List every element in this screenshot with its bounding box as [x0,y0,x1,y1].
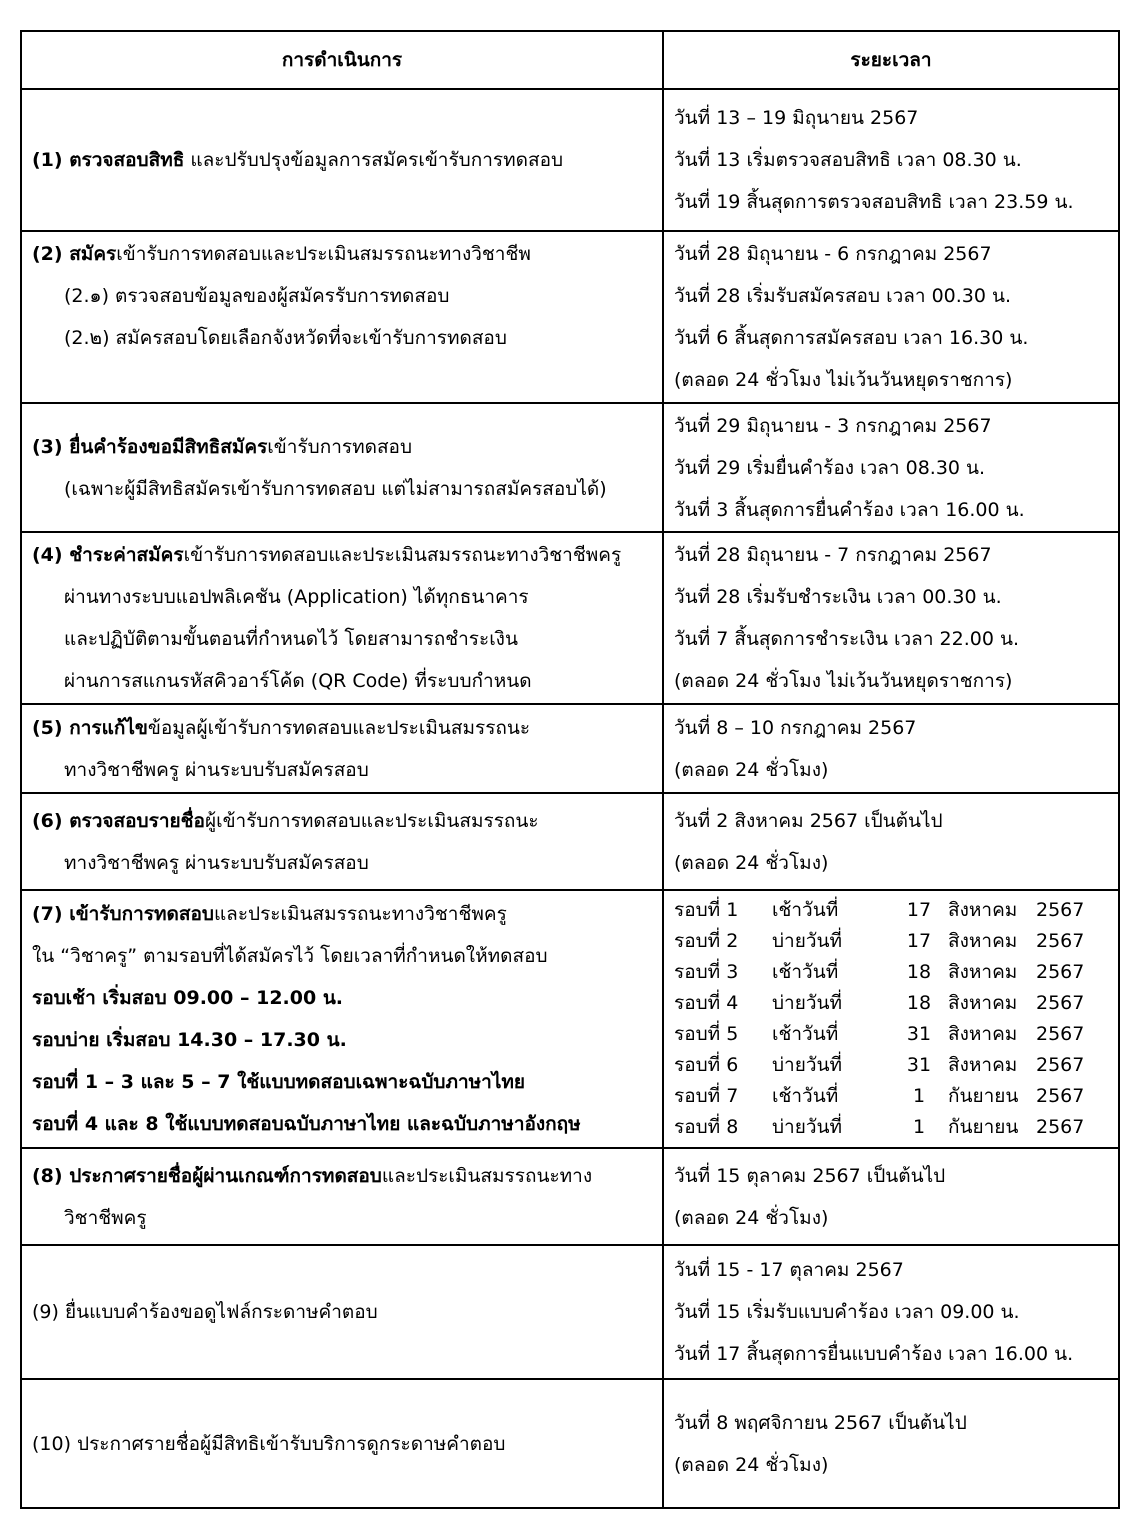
period-line: วันที่ 15 ตุลาคม 2567 เป็นต้นไป [674,1164,946,1187]
round-year: 2567 [1036,1085,1085,1107]
action-line [32,800,652,842]
morning-label: รอบเช้า [32,987,96,1009]
afternoon-label: รอบบ่าย [32,1029,100,1051]
round-session: บ่ายวันที่ [772,1054,843,1076]
round-month: สิงหาคม [948,1054,1018,1076]
action-cell [21,1245,663,1379]
round-year: 2567 [1036,1023,1085,1045]
round-row [674,1050,1108,1081]
round-day: 17 [906,899,932,921]
action-text: เข้ารับการทดสอบและประเมินสมรรถนะทางวิชาชีพครู [183,544,622,566]
round-session: เช้าวันที่ [772,1085,839,1107]
round-day: 31 [906,1054,932,1076]
action-text: และปรับปรุงข้อมูลการสมัครเข้ารับการทดสอบ [184,149,564,171]
round-row [674,926,1108,957]
round-year: 2567 [1036,1116,1085,1138]
action-bold: (5) การแก้ไข [32,716,148,739]
round-month: สิงหาคม [948,930,1018,952]
table-row [21,231,1119,403]
round-number: รอบที่ 4 [674,992,739,1014]
action-text: ข้อมูลผู้เข้ารับการทดสอบและประเมินสมรรถนะ [147,716,531,739]
action-line [32,1103,652,1145]
action-cell [21,403,663,532]
action-line [32,1061,652,1103]
action-cell [21,793,663,890]
action-text: เข้ารับการทดสอบ [267,435,413,458]
action-subline: (เฉพาะผู้มีสิทธิสมัครเข้ารับการทดสอบ แต่ไม่สามารถสมัครสอบได้) [64,477,607,500]
period-line: วันที่ 15 - 17 ตุลาคม 2567 [674,1259,904,1281]
period-line: วันที่ 29 เริ่มยื่นคำร้อง เวลา 08.30 น. [674,456,986,479]
round-day: 31 [906,1023,932,1045]
round-row [674,895,1108,926]
period-line: วันที่ 29 มิถุนายน - 3 กรกฎาคม 2567 [674,414,992,437]
action-line [32,1019,652,1061]
action-subline: ผ่านการสแกนรหัสคิวอาร์โค้ด (QR Code) ที่ระบบกำหนด [64,670,532,692]
schedule-table [20,30,1120,1509]
period-cell [663,403,1119,532]
action-text: และประเมินสมรรถนะทาง [381,1164,593,1187]
period-line: วันที่ 8 พฤศจิกายน 2567 เป็นต้นไป [674,1411,967,1434]
round-session: เช้าวันที่ [772,899,839,921]
header-period: ระยะเวลา [663,31,1119,89]
period-line: (ตลอด 24 ชั่วโมง ไม่เว้นวันหยุดราชการ) [674,369,1013,391]
round-row [674,1112,1108,1143]
action-line [32,233,652,275]
round-year: 2567 [1036,992,1085,1014]
action-line [32,139,652,181]
round-year: 2567 [1036,1054,1085,1076]
table-row [21,532,1119,704]
action-cell [21,532,663,704]
round-year: 2567 [1036,899,1085,921]
action-line [32,1155,652,1197]
period-line: วันที่ 2 สิงหาคม 2567 เป็นต้นไป [674,809,943,832]
action-line: (9) ยื่นแบบคำร้องขอดูไฟล์กระดาษคำตอบ [32,1301,378,1323]
action-subline: ทางวิชาชีพครู ผ่านระบบรับสมัครสอบ [64,851,369,874]
action-line: (10) ประกาศรายชื่อผู้มีสิทธิเข้ารับบริการดูกระดาษคำตอบ [32,1432,506,1455]
round-month: สิงหาคม [948,899,1018,921]
table-row [21,793,1119,890]
action-line [32,707,652,749]
action-bold: (6) ตรวจสอบรายชื่อ [32,809,205,832]
spacer [32,359,652,401]
period-cell [663,89,1119,231]
period-cell [663,1148,1119,1245]
round-row [674,988,1108,1019]
period-line: (ตลอด 24 ชั่วโมง) [674,1453,829,1476]
table-header-row [21,31,1119,89]
period-line: วันที่ 19 สิ้นสุดการตรวจสอบสิทธิ เวลา 23.59 น. [674,191,1074,213]
table-row [21,1245,1119,1379]
rounds-thai-note: รอบที่ 1 – 3 และ 5 – 7 ใช้แบบทดสอบเฉพาะฉบับภาษาไทย [32,1071,526,1093]
table-row [21,890,1119,1148]
action-bold: (4) ชำระค่าสมัคร [32,544,184,566]
rounds-bilingual-note: รอบที่ 4 และ 8 ใช้แบบทดสอบฉบับภาษาไทย และฉบับภาษาอังกฤษ [32,1113,581,1135]
afternoon-time: เริ่มสอบ 14.30 – 17.30 น. [99,1029,347,1051]
period-line: วันที่ 8 – 10 กรกฎาคม 2567 [674,716,917,739]
round-number: รอบที่ 6 [674,1054,739,1076]
period-line: (ตลอด 24 ชั่วโมง) [674,1206,829,1229]
table-row [21,704,1119,793]
round-day: 18 [906,961,932,983]
period-line: วันที่ 3 สิ้นสุดการยื่นคำร้อง เวลา 16.00 น. [674,498,1025,521]
round-session: เช้าวันที่ [772,1023,839,1045]
round-day: 18 [906,992,932,1014]
round-day: 1 [912,1085,926,1107]
action-bold: (1) ตรวจสอบสิทธิ [32,149,185,171]
round-month: สิงหาคม [948,1023,1018,1045]
round-number: รอบที่ 7 [674,1085,739,1107]
period-line: (ตลอด 24 ชั่วโมง) [674,851,829,874]
round-month: กันยายน [948,1085,1019,1107]
action-cell [21,890,663,1148]
round-year: 2567 [1036,961,1085,983]
table-row [21,1148,1119,1245]
period-line: วันที่ 13 – 19 มิถุนายน 2567 [674,107,919,129]
round-number: รอบที่ 8 [674,1116,739,1138]
action-bold: (7) เข้ารับการทดสอบ [32,903,214,925]
period-line: วันที่ 17 สิ้นสุดการยื่นแบบคำร้อง เวลา 16.00 น. [674,1343,1074,1365]
round-row [674,1019,1108,1050]
action-subline: ทางวิชาชีพครู ผ่านระบบรับสมัครสอบ [64,758,369,781]
action-subline: (2.๒) สมัครสอบโดยเลือกจังหวัดที่จะเข้ารับการทดสอบ [64,327,507,349]
period-line: วันที่ 28 เริ่มรับชำระเงิน เวลา 00.30 น. [674,586,1002,608]
action-cell [21,1379,663,1508]
action-line [32,977,652,1019]
round-session: บ่ายวันที่ [772,1116,843,1138]
action-line: ใน “วิชาครู” ตามรอบที่ได้สมัครไว้ โดยเวลาที่กำหนดให้ทดสอบ [32,945,548,967]
period-cell [663,532,1119,704]
action-cell [21,704,663,793]
period-cell [663,793,1119,890]
table-row [21,89,1119,231]
round-session: เช้าวันที่ [772,961,839,983]
table-row [21,1379,1119,1508]
period-line: (ตลอด 24 ชั่วโมง) [674,758,829,781]
round-day: 1 [912,1116,926,1138]
period-line: (ตลอด 24 ชั่วโมง ไม่เว้นวันหยุดราชการ) [674,670,1013,692]
period-cell [663,1245,1119,1379]
period-line: วันที่ 15 เริ่มรับแบบคำร้อง เวลา 09.00 น. [674,1301,1020,1323]
round-month: กันยายน [948,1116,1019,1138]
round-number: รอบที่ 5 [674,1023,739,1045]
action-bold: (3) ยื่นคำร้องขอมีสิทธิสมัคร [32,435,268,458]
action-line [32,426,652,468]
table-row [21,403,1119,532]
action-subline: (2.๑) ตรวจสอบข้อมูลของผู้สมัครรับการทดสอบ [64,285,450,307]
period-cell [663,704,1119,793]
action-subline: ผ่านทางระบบแอปพลิเคชัน (Application) ได้ทุกธนาคาร [64,586,529,608]
action-line [32,534,652,576]
action-bold: (2) สมัคร [32,243,117,265]
morning-time: เริ่มสอบ 09.00 – 12.00 น. [95,987,344,1009]
action-subline: และปฏิบัติตามขั้นตอนที่กำหนดไว้ โดยสามารถชำระเงิน [64,628,518,650]
action-subline: วิชาชีพครู [64,1206,147,1229]
period-line: วันที่ 28 มิถุนายน - 6 กรกฎาคม 2567 [674,243,992,265]
header-action: การดำเนินการ [21,31,663,89]
action-cell [21,1148,663,1245]
round-year: 2567 [1036,930,1085,952]
round-day: 17 [906,930,932,952]
round-row [674,957,1108,988]
action-text: ผู้เข้ารับการทดสอบและประเมินสมรรถนะ [204,809,539,832]
period-line: วันที่ 6 สิ้นสุดการสมัครสอบ เวลา 16.30 น. [674,327,1029,349]
period-line: วันที่ 7 สิ้นสุดการชำระเงิน เวลา 22.00 น. [674,628,1019,650]
action-line [32,893,652,935]
action-text: และประเมินสมรรถนะทางวิชาชีพครู [213,903,507,925]
action-bold: (8) ประกาศรายชื่อผู้ผ่านเกณฑ์การทดสอบ [32,1164,382,1187]
round-session: บ่ายวันที่ [772,930,843,952]
period-cell [663,1379,1119,1508]
round-month: สิงหาคม [948,961,1018,983]
round-month: สิงหาคม [948,992,1018,1014]
period-line: วันที่ 13 เริ่มตรวจสอบสิทธิ เวลา 08.30 น. [674,149,1022,171]
period-line: วันที่ 28 มิถุนายน - 7 กรกฎาคม 2567 [674,544,992,566]
round-row [674,1081,1108,1112]
period-cell [663,231,1119,403]
round-session: บ่ายวันที่ [772,992,843,1014]
period-line: วันที่ 28 เริ่มรับสมัครสอบ เวลา 00.30 น. [674,285,1012,307]
round-number: รอบที่ 2 [674,930,739,952]
round-number: รอบที่ 3 [674,961,739,983]
round-number: รอบที่ 1 [674,899,739,921]
action-text: เข้ารับการทดสอบและประเมินสมรรถนะทางวิชาชีพ [116,243,531,265]
period-cell [663,890,1119,1148]
action-cell [21,231,663,403]
action-cell [21,89,663,231]
